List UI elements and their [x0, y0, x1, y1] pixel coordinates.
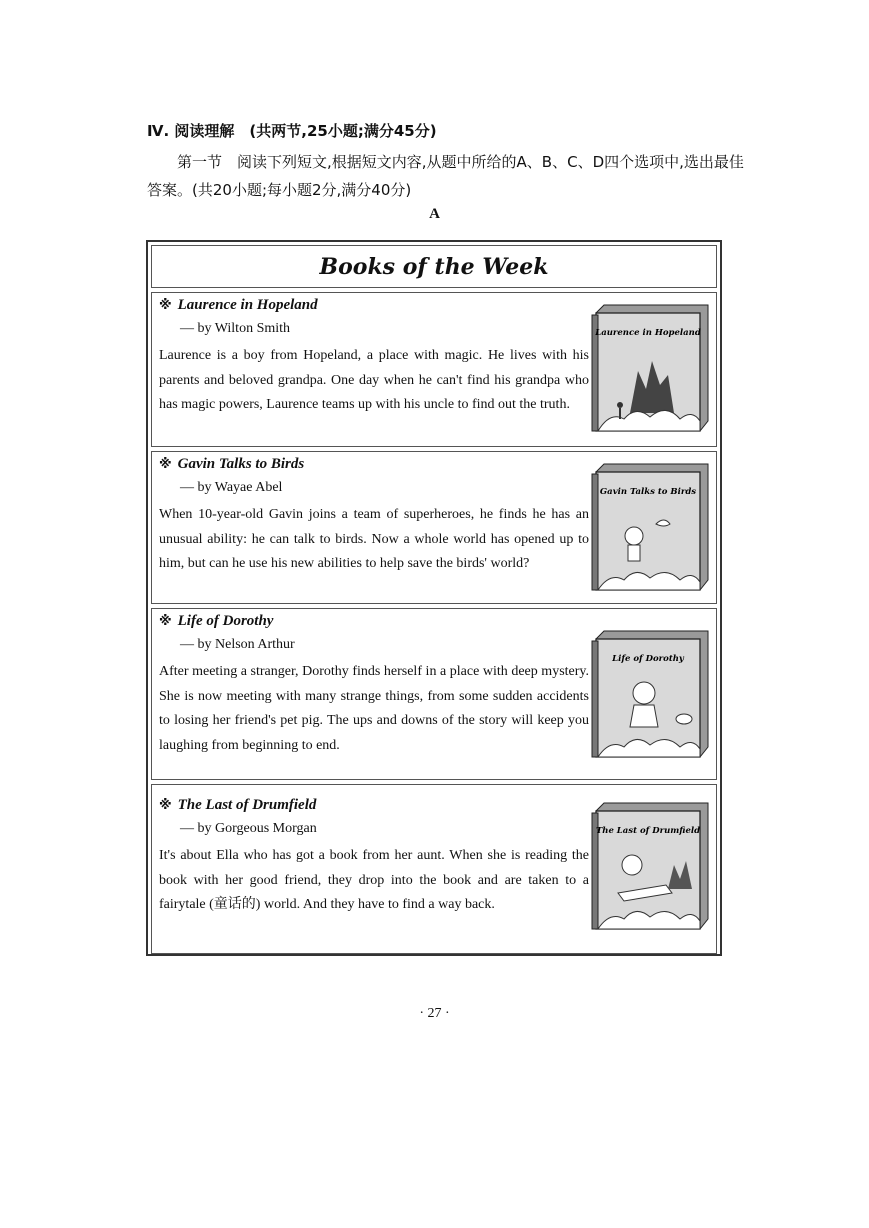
- book-author: — by Wilton Smith: [180, 321, 291, 336]
- book-description: When 10-year-old Gavin joins a team of superheroes, he finds he has an unusual ability: he can talk to birds. Now a whole world has opened up to him, but can he use his new abilities to help save the birds' world?: [159, 507, 589, 571]
- bullet-mark: ※: [159, 457, 172, 472]
- cover-title: The Last of Drumfield: [595, 826, 701, 836]
- book-description: It's about Ella who has got a book from her aunt. When she is reading the book with her good friend, they drop into the book and are taken to a fairytale (童话的) world. And they have to find a way back.: [159, 848, 589, 912]
- book-cover-illustration: [590, 301, 710, 435]
- book-entry: [151, 608, 717, 780]
- bullet-mark: ※: [159, 798, 172, 813]
- instructions: 第一节 阅读下列短文,根据短文内容,从题中所给的A、B、C、D四个选项中,选出最佳答案。(共20小题;每小题2分,满分40分): [147, 153, 744, 199]
- passage-letter: A: [429, 206, 440, 222]
- book-author: — by Nelson Arthur: [180, 637, 295, 652]
- book-title: [159, 456, 304, 473]
- book-author: — by Gorgeous Morgan: [180, 821, 317, 836]
- panel-heading: Books of the Week: [319, 253, 549, 280]
- book-cover-illustration: [590, 799, 710, 933]
- section-title: Ⅳ. 阅读理解 (共两节,25小题;满分45分): [147, 122, 437, 140]
- book-description: After meeting a stranger, Dorothy finds herself in a place with deep mystery. She is now meeting with many strange things, from some sudden accidents to losing her friend's pet pig. The ups and downs of the story will keep you laughing from beginning to end.: [159, 664, 589, 753]
- book-title-text: The Last of Drumfield: [177, 797, 317, 813]
- book-title: [159, 797, 316, 814]
- book-author: — by Wayae Abel: [180, 480, 283, 495]
- book-entry: [151, 292, 717, 447]
- book-title: [159, 297, 318, 314]
- bullet-mark: ※: [159, 614, 172, 629]
- book-entry: [151, 784, 717, 954]
- cover-title: Life of Dorothy: [612, 654, 684, 664]
- book-entry: [151, 451, 717, 604]
- books-panel: [146, 240, 722, 956]
- page-number: · 27 ·: [419, 1006, 450, 1021]
- book-cover-illustration: [590, 460, 710, 594]
- cover-title: Laurence in Hopeland: [595, 328, 701, 338]
- panel-header: [151, 245, 717, 288]
- book-description: Laurence is a boy from Hopeland, a place with magic. He lives with his parents and beloved grandpa. One day when he can't find his grandpa who has magic powers, Laurence teams up with his uncle to find out the truth.: [159, 348, 589, 412]
- bullet-mark: ※: [159, 298, 172, 313]
- book-title: [159, 613, 273, 630]
- book-title-text: Laurence in Hopeland: [177, 297, 318, 313]
- book-title-text: Gavin Talks to Birds: [177, 456, 305, 472]
- book-title-text: Life of Dorothy: [177, 613, 274, 629]
- book-cover-illustration: [590, 627, 710, 761]
- cover-title: Gavin Talks to Birds: [599, 487, 697, 497]
